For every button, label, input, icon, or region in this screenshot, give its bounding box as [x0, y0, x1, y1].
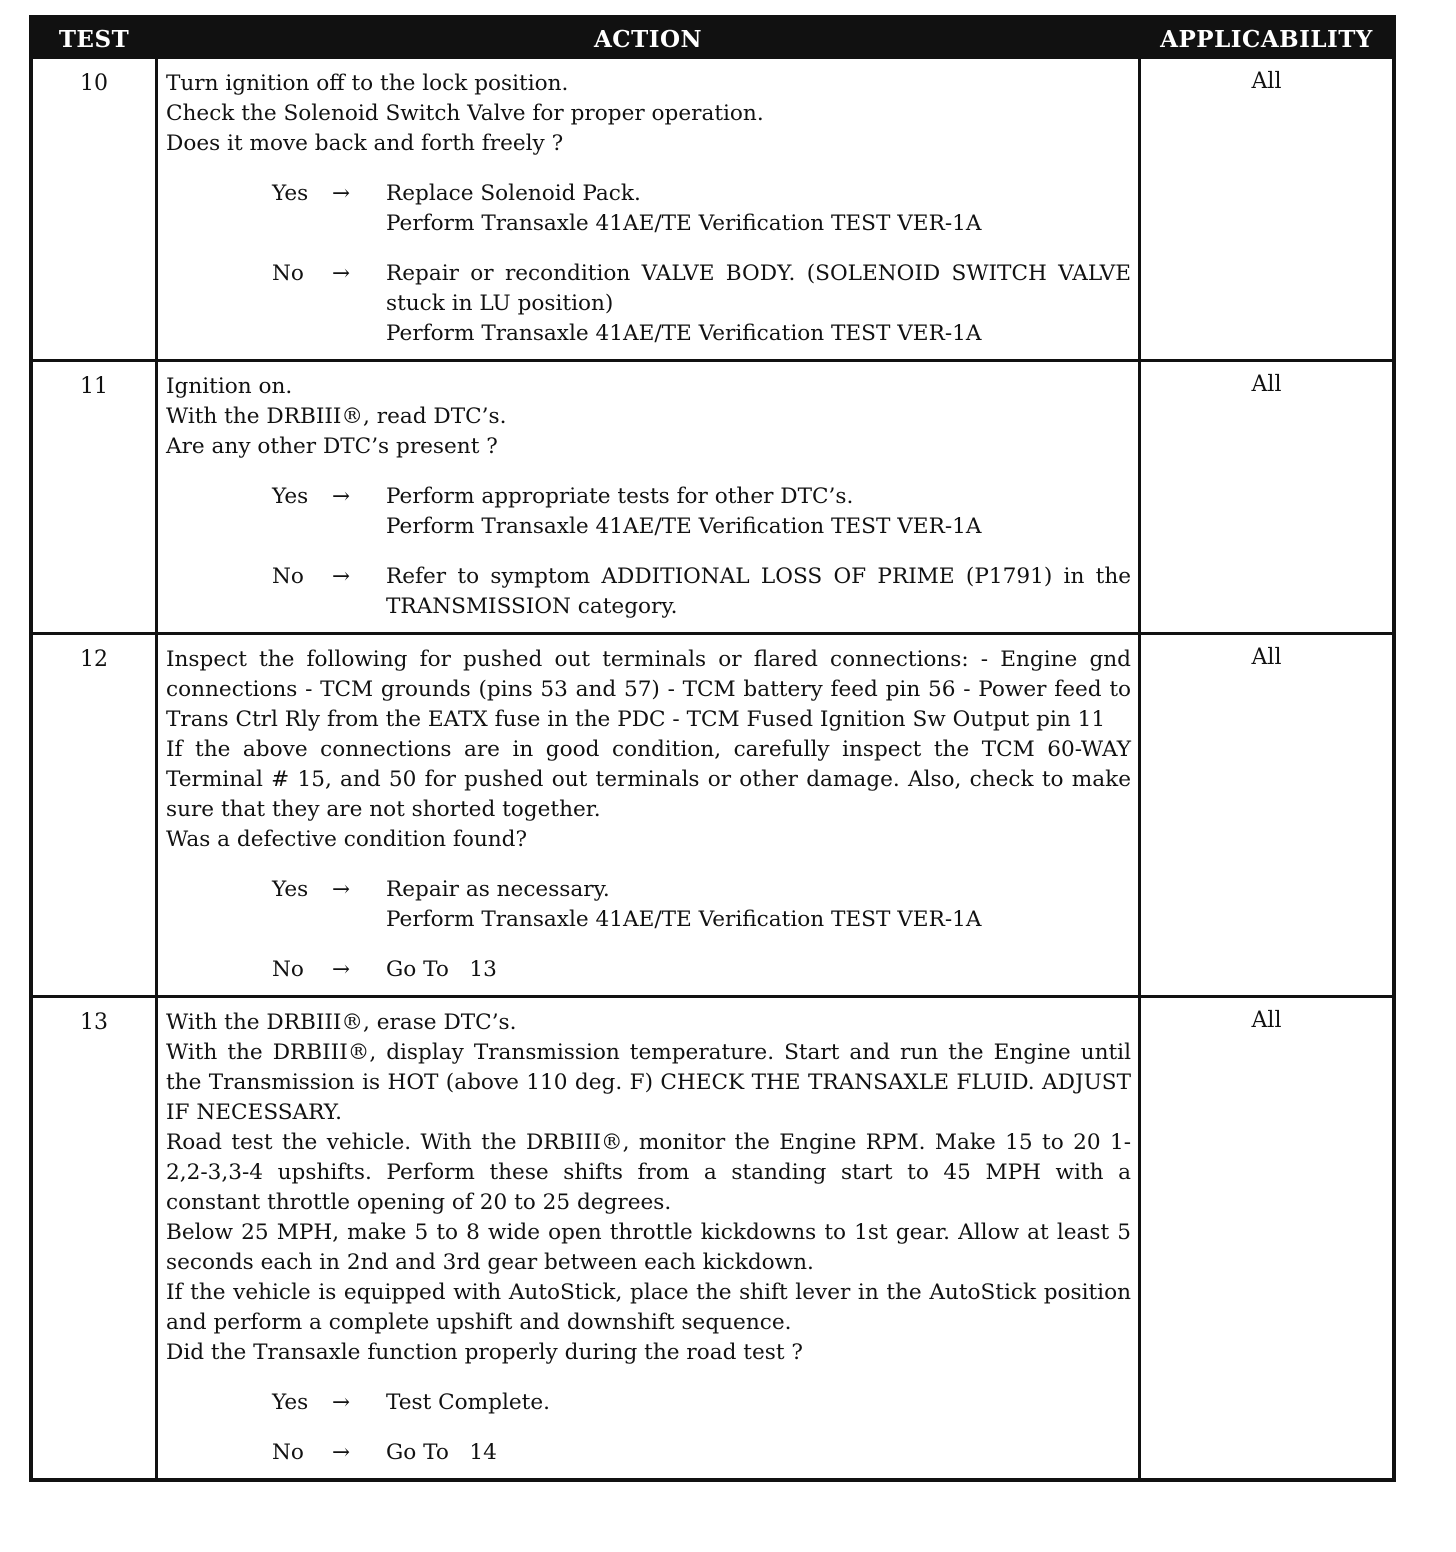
- branch-body: [386, 179, 1131, 239]
- branch-line: Repair or recondition VALVE BODY. (SOLENOID SWITCH VALVE stuck in LU position): [386, 261, 1131, 316]
- applicability-value: All: [1251, 372, 1282, 397]
- table-header: [33, 19, 1392, 59]
- action-cell: [155, 998, 1141, 1478]
- action-question: Are any other DTC’s present ?: [166, 434, 498, 459]
- branch-line: Test Complete.: [386, 1390, 550, 1415]
- applicability-value: All: [1251, 1008, 1282, 1033]
- diagnostic-table: [29, 15, 1396, 1482]
- header-test: TEST: [58, 25, 130, 53]
- branch-yes: [272, 179, 1131, 239]
- branch-body: [386, 955, 1131, 985]
- branch-label: No: [272, 957, 304, 982]
- arrow-right-icon: →: [332, 564, 351, 589]
- header-applicability: APPLICABILITY: [1160, 25, 1373, 53]
- branch-yes: [272, 1388, 1131, 1418]
- arrow-right-icon: →: [332, 957, 351, 982]
- branch-body: [386, 482, 1131, 542]
- branch-label: No: [272, 1440, 304, 1465]
- test-row-11: [33, 359, 1392, 632]
- applicability-value: All: [1251, 645, 1282, 670]
- branch-label: Yes: [272, 877, 309, 902]
- arrow-right-icon: →: [332, 261, 351, 286]
- branch-label: Yes: [272, 181, 309, 206]
- branch-body: [386, 259, 1131, 349]
- test-number: 13: [80, 1010, 108, 1035]
- branch-line: Perform Transaxle 41AE/TE Verification TEST VER-1A: [386, 907, 982, 932]
- branch-line: Go To 14: [386, 1440, 497, 1465]
- action-step: With the DRBIII®, erase DTC’s.: [166, 1010, 517, 1035]
- action-cell: [155, 635, 1141, 995]
- action-step: Ignition on.: [166, 374, 293, 399]
- arrow-right-icon: →: [332, 877, 351, 902]
- action-step: Check the Solenoid Switch Valve for proper operation.: [166, 101, 764, 126]
- arrow-right-icon: →: [332, 1440, 351, 1465]
- action-step: With the DRBIII®, display Transmission temperature. Start and run the Engine until the Transmission is HOT (above 110 deg. F) CHECK THE TRANSAXLE FLUID. ADJUST IF NECESSARY.: [166, 1040, 1131, 1125]
- branch-label: No: [272, 564, 304, 589]
- branch-no: [272, 1438, 1131, 1468]
- branch-body: [386, 562, 1131, 622]
- action-step: Below 25 MPH, make 5 to 8 wide open throttle kickdowns to 1st gear. Allow at least 5 seconds each in 2nd and 3rd gear between each kickdown.: [166, 1220, 1131, 1275]
- action-step: With the DRBIII®, read DTC’s.: [166, 404, 507, 429]
- branch-body: [386, 1438, 1131, 1468]
- branch-body: [386, 1388, 1131, 1418]
- branch-label: Yes: [272, 484, 309, 509]
- branch-yes: [272, 482, 1131, 542]
- action-cell: [155, 59, 1141, 359]
- action-cell: [155, 362, 1141, 632]
- arrow-right-icon: →: [332, 1390, 351, 1415]
- test-row-12: [33, 632, 1392, 995]
- branch-line: Repair as necessary.: [386, 877, 610, 902]
- arrow-right-icon: →: [332, 484, 351, 509]
- branch-line: Perform Transaxle 41AE/TE Verification TEST VER-1A: [386, 321, 982, 346]
- arrow-right-icon: →: [332, 181, 351, 206]
- action-step: If the above connections are in good condition, carefully inspect the TCM 60-WAY Terminal # 15, and 50 for pushed out terminals or other damage. Also, check to make sure that they are not shorted together.: [166, 737, 1131, 822]
- branch-no: [272, 562, 1131, 622]
- test-row-13: [33, 995, 1392, 1478]
- action-question: Was a defective condition found?: [166, 827, 528, 852]
- test-number: 10: [80, 71, 108, 96]
- branch-label: No: [272, 261, 304, 286]
- action-step: If the vehicle is equipped with AutoStick, place the shift lever in the AutoStick position and perform a complete upshift and downshift sequence.: [166, 1280, 1131, 1335]
- branch-line: Replace Solenoid Pack.: [386, 181, 641, 206]
- test-row-10: [33, 59, 1392, 359]
- branch-line: Perform appropriate tests for other DTC’s.: [386, 484, 854, 509]
- branch-no: [272, 259, 1131, 349]
- header-action: ACTION: [593, 25, 703, 53]
- branch-line: Refer to symptom ADDITIONAL LOSS OF PRIME (P1791) in the TRANSMISSION category.: [386, 564, 1131, 619]
- applicability-value: All: [1251, 69, 1282, 94]
- test-number: 11: [80, 374, 108, 399]
- branch-line: Perform Transaxle 41AE/TE Verification TEST VER-1A: [386, 514, 982, 539]
- action-question: Does it move back and forth freely ?: [166, 131, 564, 156]
- branch-yes: [272, 875, 1131, 935]
- branch-line: Perform Transaxle 41AE/TE Verification TEST VER-1A: [386, 211, 982, 236]
- branch-no: [272, 955, 1131, 985]
- branch-label: Yes: [272, 1390, 309, 1415]
- action-step: Inspect the following for pushed out terminals or flared connections: - Engine gnd connections - TCM grounds (pins 53 and 57) - TCM battery feed pin 56 - Power feed to Trans Ctrl Rly from the EATX fuse in the PDC - TCM Fused Ignition Sw Output pin 11: [166, 647, 1131, 732]
- branch-line: Go To 13: [386, 957, 497, 982]
- branch-body: [386, 875, 1131, 935]
- action-step: Turn ignition off to the lock position.: [166, 71, 569, 96]
- action-step: Road test the vehicle. With the DRBIII®, monitor the Engine RPM. Make 15 to 20 1-2,2-3,3-4 upshifts. Perform these shifts from a standing start to 45 MPH with a constant throttle opening of 20 to 25 degrees.: [166, 1130, 1131, 1215]
- test-number: 12: [80, 647, 108, 672]
- action-question: Did the Transaxle function properly during the road test ?: [166, 1340, 803, 1365]
